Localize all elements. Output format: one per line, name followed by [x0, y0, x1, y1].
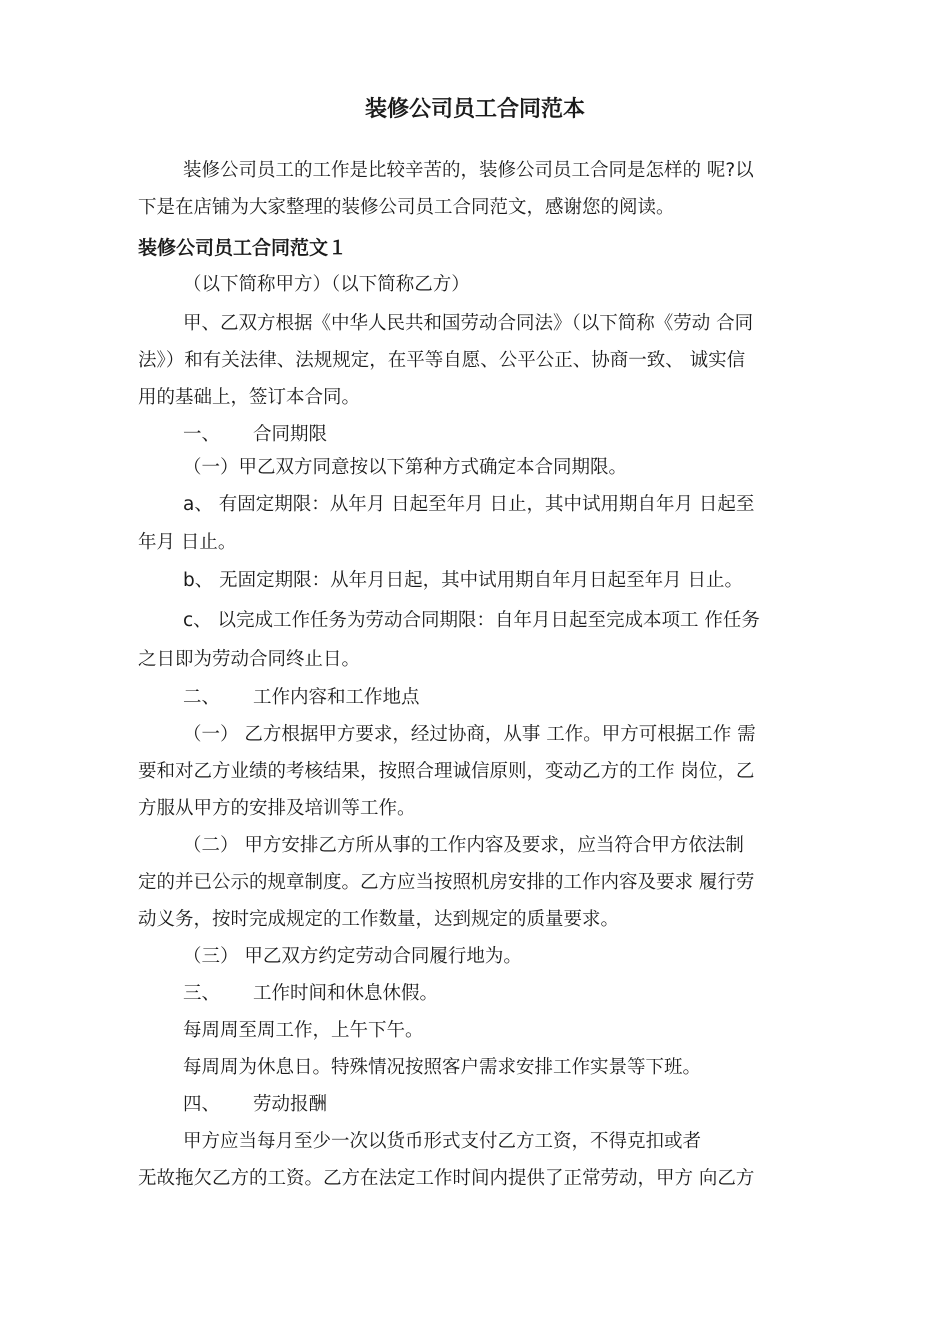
- paragraph-line: （一） 乙方根据甲方要求，经过协商，从事 工作。甲方可根据工作 需: [183, 724, 756, 745]
- clause-title: 工作时间和休息休假。: [253, 983, 439, 1004]
- paragraph-line: 无故拖欠乙方的工资。乙方在法定工作时间内提供了正常劳动，甲方 向乙方: [138, 1168, 755, 1189]
- paragraph-line: 方服从甲方的安排及培训等工作。: [138, 798, 416, 819]
- intro-line: 装修公司员工的工作是比较辛苦的，装修公司员工合同是怎样的 呢?以: [183, 160, 754, 181]
- preamble-line: 甲、乙双方根据《中华人民共和国劳动合同法》（以下简称《劳动 合同: [183, 313, 754, 334]
- parties-line: （以下简称甲方）（以下简称乙方）: [183, 274, 470, 295]
- paragraph-line: （一）甲乙双方同意按以下第种方式确定本合同期限。: [183, 457, 628, 478]
- intro-line: 下是在店铺为大家整理的装修公司员工合同范文，感谢您的阅读。: [138, 197, 675, 218]
- clause-number: 四、: [183, 1094, 221, 1115]
- paragraph-line: a、 有固定期限：从年月 日起至年月 日止，其中试用期自年月 日起至: [183, 494, 755, 515]
- paragraph-line: 年月 日止。: [138, 532, 237, 553]
- paragraph-line: （二） 甲方安排乙方所从事的工作内容及要求，应当符合甲方依法制: [183, 835, 744, 856]
- paragraph-line: 要和对乙方业绩的考核结果，按照合理诚信原则，变动乙方的工作 岗位，乙: [138, 761, 755, 782]
- paragraph-line: 每周周为休息日。特殊情况按照客户需求安排工作实景等下班。: [183, 1057, 702, 1078]
- section-heading: 装修公司员工合同范文１: [138, 237, 348, 259]
- clause-number: 二、: [183, 687, 221, 708]
- paragraph-line: （三） 甲乙双方约定劳动合同履行地为。: [183, 946, 522, 967]
- preamble-line: 法》）和有关法律、法规规定，在平等自愿、公平公正、协商一致、 诚实信: [138, 350, 746, 371]
- paragraph-line: b、 无固定期限：从年月日起，其中试用期自年月日起至年月 日止。: [183, 570, 744, 591]
- clause-number: 一、: [183, 424, 221, 445]
- paragraph-line: 动义务，按时完成规定的工作数量，达到规定的质量要求。: [138, 909, 620, 930]
- clause-title: 劳动报酬: [253, 1094, 328, 1115]
- paragraph-line: c、 以完成工作任务为劳动合同期限：自年月日起至完成本项工 作任务: [183, 610, 760, 631]
- paragraph-line: 每周周至周工作，上午下午。: [183, 1020, 424, 1041]
- paragraph-line: 之日即为劳动合同终止日。: [138, 649, 361, 670]
- clause-number: 三、: [183, 983, 221, 1004]
- paragraph-line: 甲方应当每月至少一次以货币形式支付乙方工资，不得克扣或者: [183, 1131, 702, 1152]
- preamble-line: 用的基础上，签订本合同。: [138, 387, 361, 408]
- document-title: 装修公司员工合同范本: [364, 97, 585, 122]
- clause-title: 合同期限: [253, 424, 328, 445]
- paragraph-line: 定的并已公示的规章制度。乙方应当按照机房安排的工作内容及要求 履行劳: [138, 872, 755, 893]
- clause-title: 工作内容和工作地点: [253, 687, 420, 708]
